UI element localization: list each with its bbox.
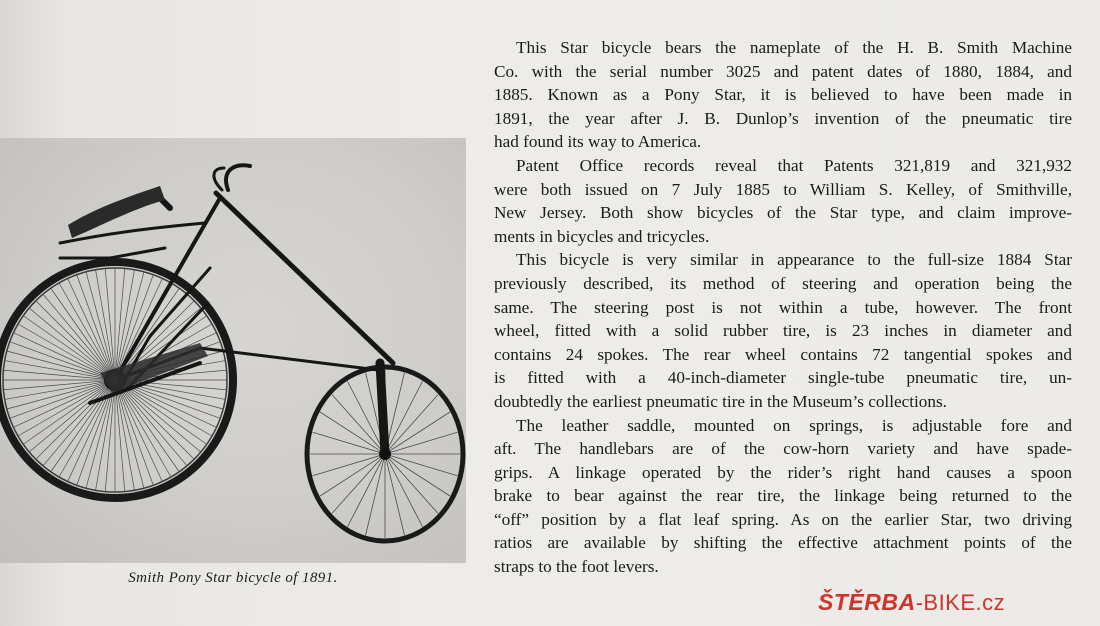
wheel-spoke xyxy=(366,454,385,535)
paragraph-4 xyxy=(494,414,1072,579)
text-line: wheel, fitted with a solid rubber tire, is 23 inches in diameter and xyxy=(494,321,1072,341)
text-line: This bicycle is very similar in appearance to the full-size 1884 Star xyxy=(516,250,1072,270)
wheel-spoke xyxy=(332,395,385,454)
wheel-spoke xyxy=(385,454,438,513)
site-watermark-link[interactable] xyxy=(818,589,1005,619)
wheel-spoke xyxy=(105,268,115,380)
wheel-spoke xyxy=(3,370,115,380)
text-line: ments in bicycles and tricycles. xyxy=(494,226,710,246)
text-line: had found its way to America. xyxy=(494,132,702,152)
text-line: 1891, the year after J. B. Dunlop’s invention of the pneumatic tire xyxy=(494,108,1072,128)
watermark-suffix: -BIKE.cz xyxy=(915,590,1006,615)
wheel-spoke xyxy=(385,412,450,454)
pony-star-bicycle-image xyxy=(0,138,466,563)
wheel-spoke xyxy=(385,454,423,527)
wheel-spoke xyxy=(13,333,115,380)
text-line: This Star bicycle bears the nameplate of the H. B. Smith Machine xyxy=(516,38,1072,57)
front-hub xyxy=(379,448,391,460)
wheel-spoke xyxy=(348,454,386,527)
text-line: Patent Office records reveal that Patents 321,819 and 321,932 xyxy=(516,155,1072,175)
watermark-brand: ŠTĚRBA xyxy=(818,589,916,615)
text-line: aft. The handlebars are of the cow-horn variety and have spade- xyxy=(494,439,1072,459)
wheel-spoke xyxy=(385,454,457,476)
text-line: grips. A linkage operated by the rider’s right hand causes a spoon xyxy=(494,462,1072,482)
wheel-spoke xyxy=(385,432,457,454)
text-line: contains 24 spokes. The rear wheel contains 72 tangential spokes and xyxy=(494,344,1072,364)
wheel-spoke xyxy=(115,380,144,488)
wheel-spoke xyxy=(68,278,115,380)
text-line: New Jersey. Both show bicycles of the Star type, and claim improve- xyxy=(494,203,1072,223)
text-line: 1885. Known as a Pony Star, it is believed to have been made in xyxy=(494,85,1072,105)
text-line: straps to the foot levers. xyxy=(494,557,659,577)
text-line: ratios are available by shifting the effective attachment points of the xyxy=(494,533,1072,553)
wheel-spoke xyxy=(332,454,385,513)
wheel-spoke xyxy=(13,380,115,427)
text-line: previously described, its method of steering and operation being the xyxy=(494,273,1072,293)
paragraph-3 xyxy=(494,248,1072,413)
wheel-spoke xyxy=(385,381,423,454)
wheel-spoke xyxy=(115,380,162,482)
wheel-spoke xyxy=(385,454,450,496)
wheel-spoke xyxy=(385,395,438,454)
text-line: were both issued on 7 July 1885 to William S. Kelley, of Smithville, xyxy=(494,179,1072,199)
wheel-spoke xyxy=(313,432,385,454)
body-text xyxy=(494,36,1072,579)
wheel-spoke xyxy=(7,380,115,409)
wheel-spoke xyxy=(3,380,115,390)
text-line: “off” position by a flat leaf spring. As on the earlier Star, two driving xyxy=(494,509,1072,529)
paragraph-1 xyxy=(494,36,1072,154)
text-line: The leather saddle, mounted on springs, is adjustable fore and xyxy=(516,415,1072,435)
wheel-spoke xyxy=(320,412,385,454)
wheel-spoke xyxy=(86,272,115,380)
text-line: brake to bear against the rear tire, the linkage being returned to the xyxy=(494,486,1072,506)
wheel-spoke xyxy=(385,454,404,535)
wheel-spoke xyxy=(115,380,125,492)
wheel-spoke xyxy=(313,454,385,476)
text-line: Co. with the serial number 3025 and patent dates of 1880, 1884, and xyxy=(494,61,1072,81)
photo-caption: Smith Pony Star bicycle of 1891. xyxy=(128,570,338,586)
wheel-spoke xyxy=(7,351,115,380)
bicycle-photo xyxy=(0,138,466,563)
paragraph-2 xyxy=(494,154,1072,248)
wheel-spoke xyxy=(320,454,385,496)
text-line: doubtedly the earliest pneumatic tire in the Museum’s collections. xyxy=(494,391,947,411)
text-line: is fitted with a 40-inch-diameter single-tube pneumatic tire, un- xyxy=(494,368,1072,388)
text-line: same. The steering post is not within a tube, however. The front xyxy=(494,297,1072,317)
